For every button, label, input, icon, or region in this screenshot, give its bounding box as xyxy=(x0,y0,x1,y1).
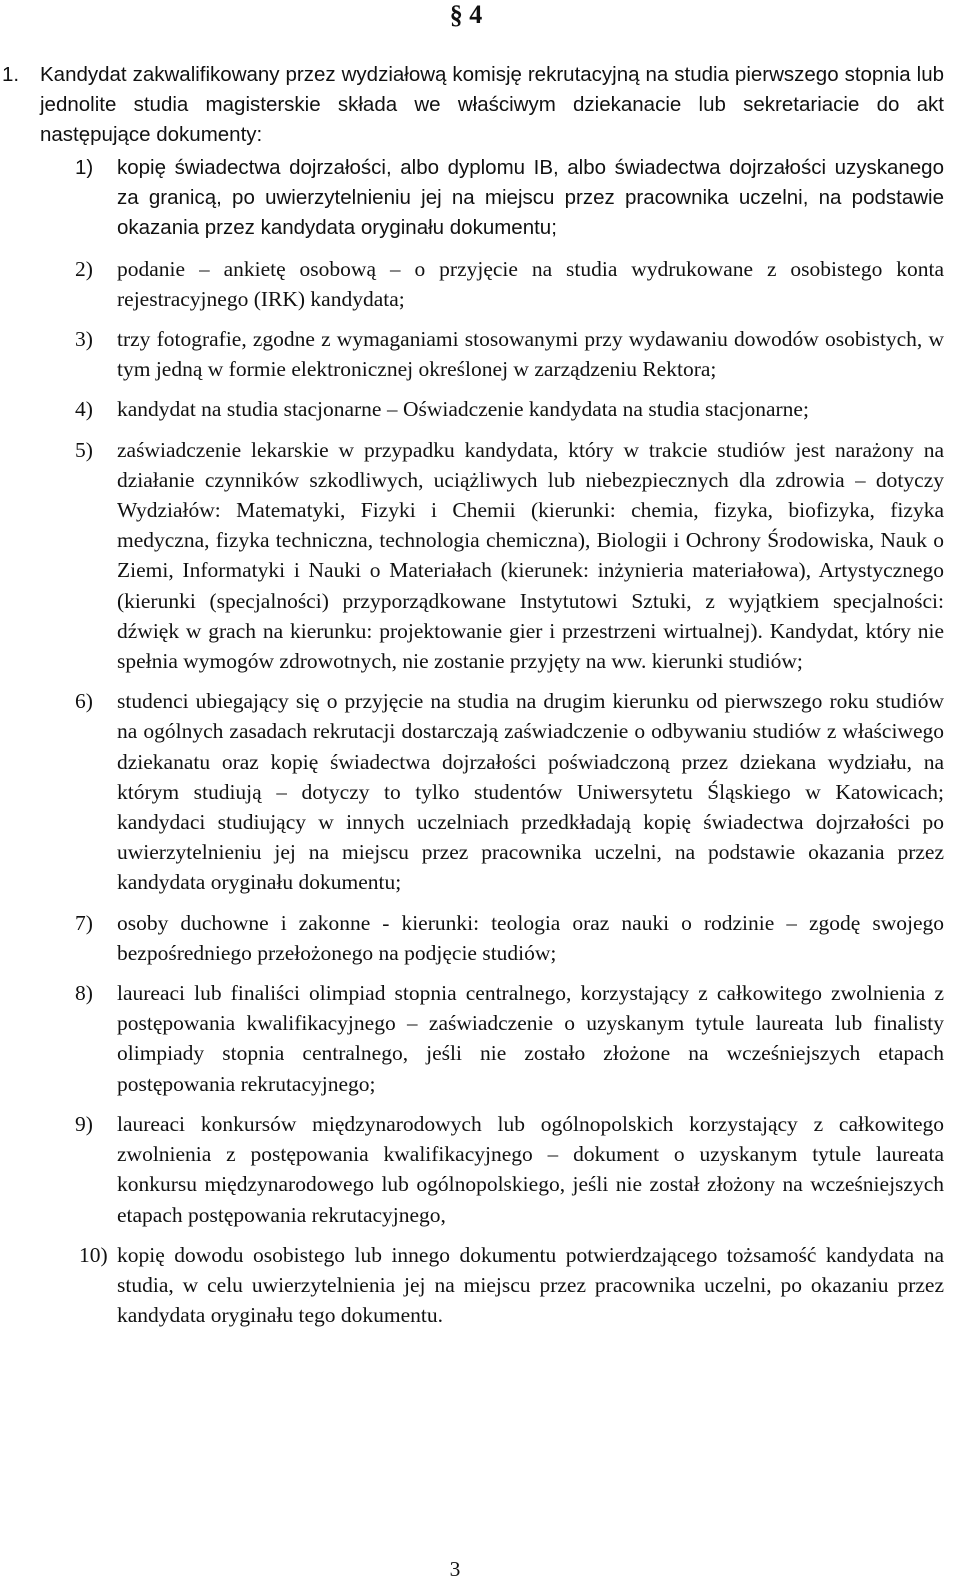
list-item-text: osoby duchowne i zakonne - kierunki: teologia oraz nauki o rodzinie ⎯ zgodę swojego bezpośredniego przełożonego na podjęcie studiów; xyxy=(117,910,944,965)
list-item-text: kopię świadectwa dojrzałości, albo dyplomu IB, albo świadectwa dojrzałości uzyskanego za granicą, po uwierzytelnieniu jej na miejscu przez pracownika uczelni, na podstawie okazania przez kandydata oryginału dokumentu; xyxy=(117,156,944,240)
list-item-9 xyxy=(75,1109,944,1230)
list-item-1 xyxy=(75,153,944,244)
list-item-6 xyxy=(75,686,944,897)
list-item-4 xyxy=(75,394,944,424)
list-item-8 xyxy=(75,978,944,1099)
list-item-text: laureaci konkursów międzynarodowych lub ogólnopolskich korzystający z całkowitego zwolnienia z postępowania kwalifikacyjnego ⎯ dokument o uzyskanym tytule laureata konkursu międzynarodowego lub ogólnopolskiego, jeśli nie został złożony na wcześniejszych etapach postępowania rekrutacyjnego, xyxy=(117,1111,944,1227)
list-item-number: 5) xyxy=(75,437,93,462)
spacer xyxy=(117,968,944,978)
spacer xyxy=(117,676,944,686)
list-item-10 xyxy=(79,1240,944,1331)
list-item-number: 6) xyxy=(75,689,93,714)
spacer xyxy=(117,1099,944,1109)
spacer xyxy=(117,1230,944,1240)
list-item-3 xyxy=(75,324,944,384)
list-item-text: kandydat na studia stacjonarne ⎯ Oświadczenie kandydata na studia stacjonarne; xyxy=(117,397,809,422)
documents-list xyxy=(75,153,944,1330)
list-item-5 xyxy=(75,435,944,677)
spacer xyxy=(117,384,944,394)
list-item-text: studenci ubiegający się o przyjęcie na studia na drugim kierunku od pierwszego roku studiów na ogólnych zasadach rekrutacji dostarczają zaświadczenie o odbywaniu studiów z właściwego dziekanatu oraz kopię świadectwa dojrzałości poświadczoną przez dziekana wydziału, na którym studiują ⎯ dotyczy to tylko studentów Uniwersytetu Śląskiego w Katowicach; kandydaci studiujący w innych uczelniach przedkładają kopię świadectwa dojrzałości po uwierzytelnieniu jej na miejscu przez pracownika uczelni, na podstawie okazania przez kandydata oryginału dokumentu; xyxy=(117,689,944,895)
page-number: 3 xyxy=(449,1557,461,1581)
list-item-text: podanie ⎯ ankietę osobową ⎯ o przyjęcie na studia wydrukowane z osobistego konta rejestracyjnego (IRK) kandydata; xyxy=(117,256,944,311)
paragraph-number: 1. xyxy=(2,63,20,86)
spacer xyxy=(117,314,944,324)
list-item-7 xyxy=(75,908,944,968)
list-item-number: 4) xyxy=(75,397,93,422)
list-item-number: 9) xyxy=(75,1111,93,1136)
list-item-text: zaświadczenie lekarskie w przypadku kandydata, który w trakcie studiów jest narażony na działanie czynników szkodliwych, uciążliwych lub niebezpiecznych dla zdrowia ⎯ dotyczy Wydziałów: Matematyki, Fizyki i Chemii (kierunki: chemia, fizyka, biofizyka, fizyka medyczna, fizyka techniczna, technologia chemiczna), Biologii i Ochrony Środowiska, Nauk o Ziemi, Informatyki i Nauki o Materiałach (kierunek: inżynieria materiałowa), Artystycznego (kierunki (specjalności) przyporządkowane Instytutowi Sztuki, z wyjątkiem specjalności: dźwięk w grach na kierunku: projektowanie gier i przestrzeni wirtualnej). Kandydat, który nie spełnia wymogów zdrowotnych, nie zostanie przyjęty na ww. kierunki studiów; xyxy=(117,437,944,674)
spacer xyxy=(117,244,944,254)
list-item-number: 7) xyxy=(75,910,93,935)
list-item-text: laureaci lub finaliści olimpiad stopnia centralnego, korzystający z całkowitego zwolnienia z postępowania kwalifikacyjnego ⎯ zaświadczenie o uzyskanym tytule laureata lub finalisty olimpiady stopnia centralnego, jeśli nie zostało złożone na wcześniejszych etapach postępowania rekrutacyjnego; xyxy=(117,981,944,1096)
list-item-text: trzy fotografie, zgodne z wymaganiami stosowanymi przy wydawaniu dowodów osobistych, w tym jedną w formie elektronicznej określonej w zarządzeniu Rektora; xyxy=(117,327,944,382)
paragraph-text: Kandydat zakwalifikowany przez wydziałową komisję rekrutacyjną na studia pierwszego stopnia lub jednolite studia magisterskie składa we właściwym dziekanacie lub sekretariacie do akt następujące dokumenty: xyxy=(40,63,944,147)
spacer xyxy=(117,898,944,908)
spacer xyxy=(117,425,944,435)
list-item-number: 8) xyxy=(75,981,93,1006)
section-heading: § 4 xyxy=(449,0,483,29)
list-item-number: 1) xyxy=(75,156,94,179)
paragraph-1 xyxy=(2,60,944,151)
list-item-number: 2) xyxy=(75,256,93,281)
list-item-2 xyxy=(75,254,944,314)
list-item-number: 3) xyxy=(75,327,93,352)
list-item-number: 10) xyxy=(79,1242,108,1267)
list-item-text: kopię dowodu osobistego lub innego dokumentu potwierdzającego tożsamość kandydata na studia, w celu uwierzytelnienia jej na miejscu przez pracownika uczelni, po okazaniu przez kandydata oryginału tego dokumentu. xyxy=(117,1242,944,1328)
